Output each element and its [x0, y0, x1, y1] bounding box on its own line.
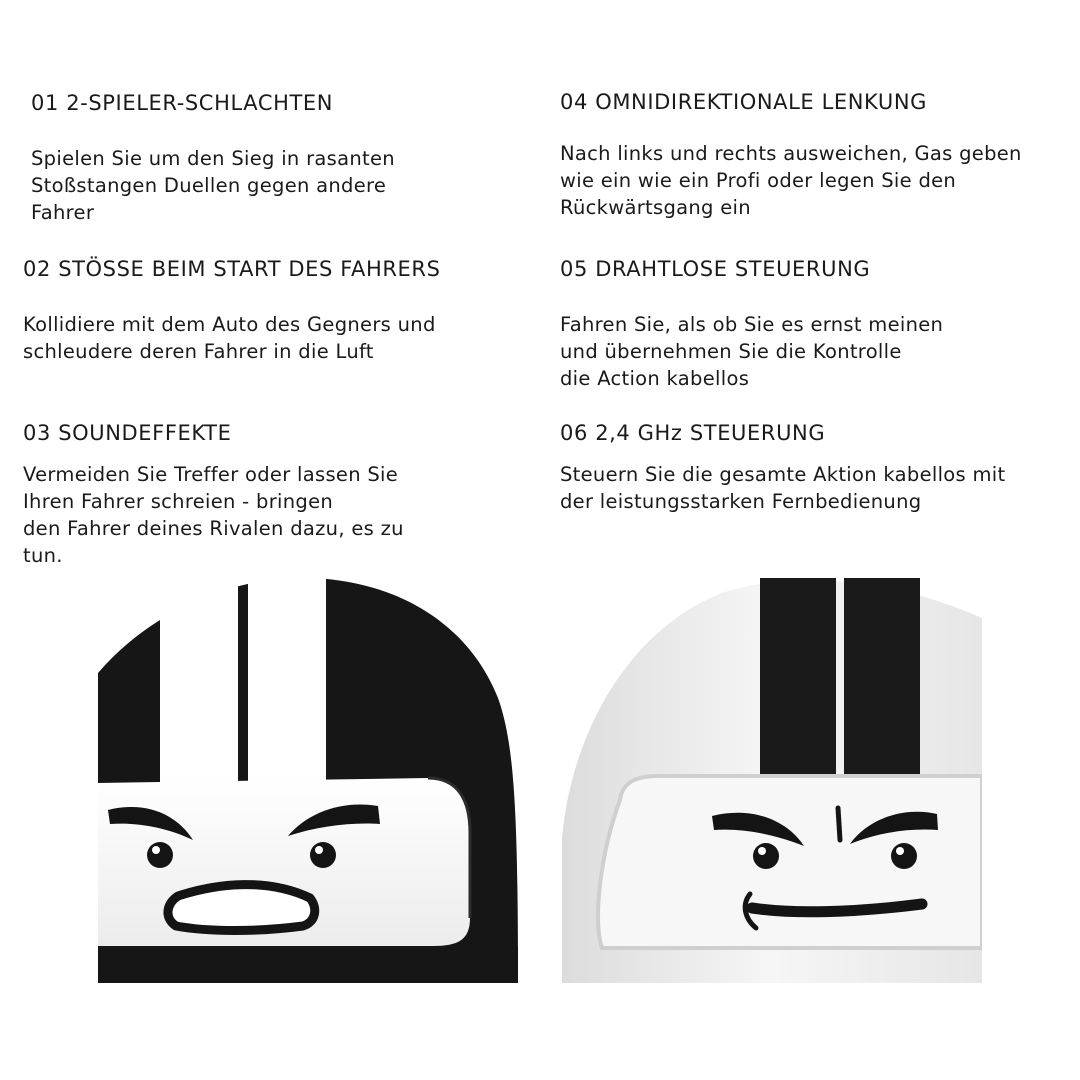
- feature-title: 02 STÖSSE BEIM START DES FAHRERS: [23, 257, 441, 281]
- feature-title: 06 2,4 GHz STEUERUNG: [560, 421, 826, 445]
- feature-line: Stoßstangen Duellen gegen andere: [31, 174, 387, 197]
- eye: [147, 842, 173, 868]
- black-helmet-image: [98, 578, 518, 983]
- feature-line: Fahrer: [31, 201, 95, 224]
- helmet-stripe: [844, 578, 920, 778]
- feature-06: [560, 420, 1005, 515]
- feature-description: [560, 311, 943, 392]
- feature-line: Fahren Sie, als ob Sie es ernst meinen: [560, 313, 944, 336]
- helmet-stripe: [248, 578, 326, 788]
- feature-title: 01 2-SPIELER-SCHLACHTEN: [31, 91, 334, 115]
- feature-description: [23, 461, 404, 569]
- feature-line: den Fahrer deines Rivalen dazu, es zu: [23, 517, 404, 540]
- mouth: [168, 885, 315, 931]
- eye: [891, 843, 917, 869]
- feature-description: [23, 311, 441, 365]
- feature-05: [560, 256, 943, 392]
- feature-description: [560, 461, 1005, 515]
- feature-line: die Action kabellos: [560, 367, 750, 390]
- feature-description: [31, 145, 395, 226]
- feature-line: wie ein wie ein Profi oder legen Sie den: [560, 169, 957, 192]
- feature-line: Spielen Sie um den Sieg in rasanten: [31, 147, 395, 170]
- white-helmet-image: [562, 578, 982, 983]
- feature-description: [560, 140, 1022, 221]
- feature-title: 05 DRAHTLOSE STEUERUNG: [560, 257, 871, 281]
- helmet-stripe: [160, 578, 238, 788]
- feature-03: [23, 420, 404, 569]
- helmet-visor: [598, 776, 982, 948]
- feature-line: Nach links und rechts ausweichen, Gas geben: [560, 142, 1022, 165]
- feature-line: Ihren Fahrer schreien - bringen: [23, 490, 334, 513]
- feature-04: [560, 89, 1022, 221]
- feature-line: Kollidiere mit dem Auto des Gegners und: [23, 313, 436, 336]
- helmet-stripe: [760, 578, 836, 778]
- feature-line: Steuern Sie die gesamte Aktion kabellos mit: [560, 463, 1006, 486]
- white-helmet-illustration: [562, 578, 982, 983]
- eye: [753, 843, 779, 869]
- feature-line: der leistungsstarken Fernbedienung: [560, 490, 922, 513]
- feature-title: 03 SOUNDEFFEKTE: [23, 421, 232, 445]
- feature-line: und übernehmen Sie die Kontrolle: [560, 340, 902, 363]
- feature-01: [31, 90, 395, 226]
- black-helmet-illustration: [98, 578, 518, 983]
- eye: [310, 842, 336, 868]
- feature-line: Rückwärtsgang ein: [560, 196, 751, 219]
- feature-02: [23, 256, 441, 365]
- feature-line: schleudere deren Fahrer in die Luft: [23, 340, 374, 363]
- feature-line: Vermeiden Sie Treffer oder lassen Sie: [23, 463, 399, 486]
- feature-line: tun.: [23, 544, 63, 567]
- feature-title: 04 OMNIDIREKTIONALE LENKUNG: [560, 90, 928, 114]
